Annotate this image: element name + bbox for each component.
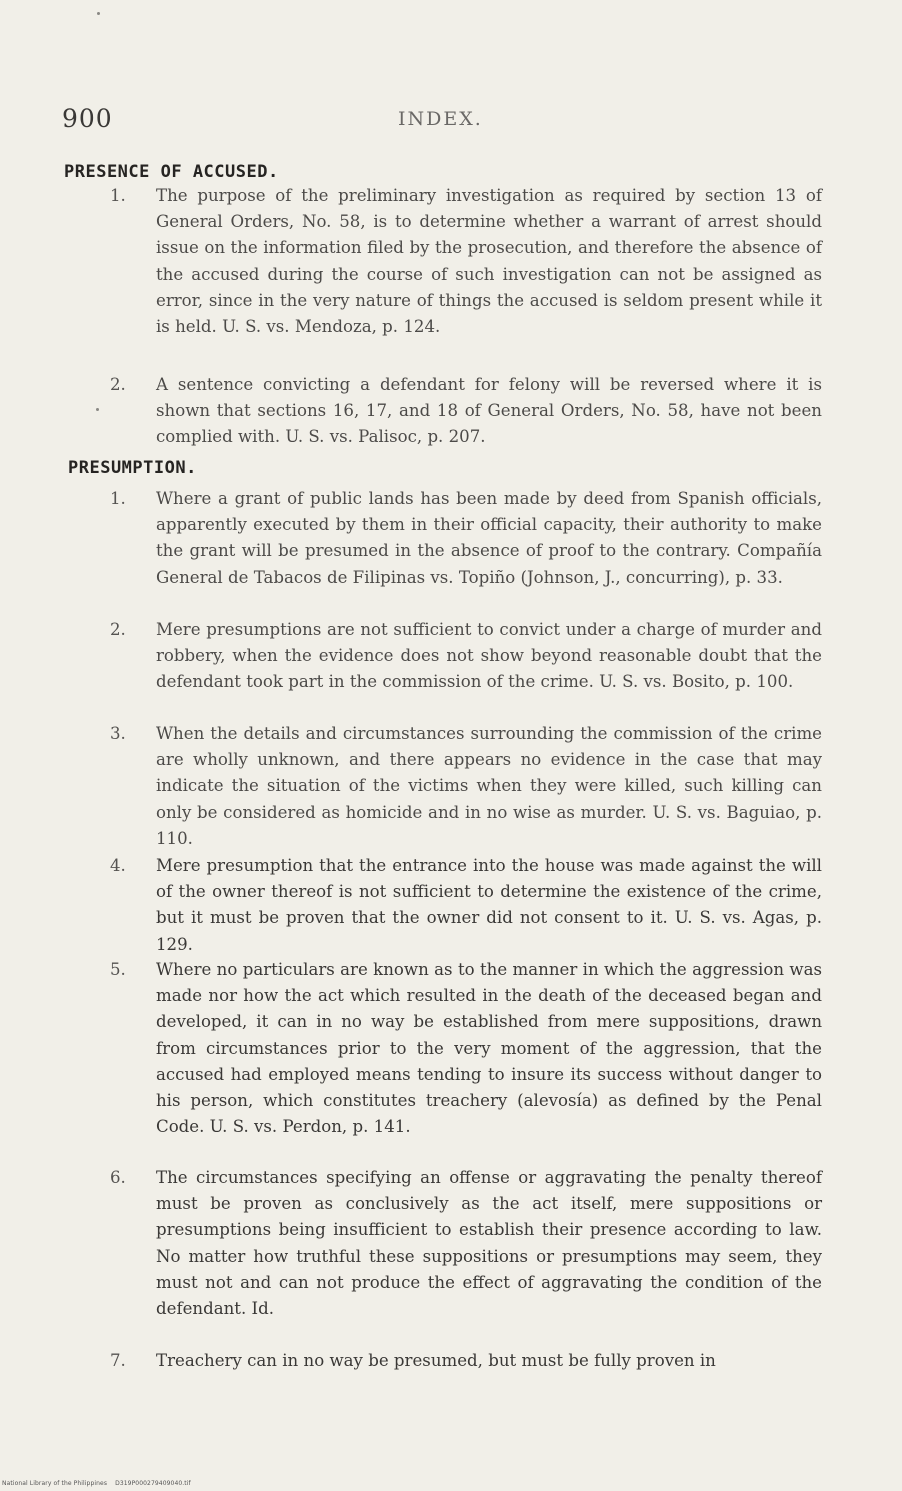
entry-text: A sentence convicting a defendant for felony will be reversed where it is shown that sections 16, 17, and 18 of General Orders, No. 58, have not been complied with. U. S. vs. Palisoc, p. 207. [156,375,822,447]
section-heading-presumption: PRESUMPTION. [68,458,197,478]
entry-number: 1. [110,186,126,205]
footer-code: D319P000279409040.tif [115,1480,191,1487]
entry-text: When the details and circumstances surrounding the commission of the crime are wholly unknown, and there appears no evidence in the case that may indicate the situation of the victims when they were killed, such killing can only be considered as homicide and in no wise as murder. U. S. vs. Baguiao, p. 110. [156,724,822,848]
entry-number: 2. [110,620,126,639]
entry-presumption-3 [110,721,822,852]
entry-text: Treachery can in no way be presumed, but must be fully proven in [156,1351,716,1371]
entry-presence-2 [110,372,822,451]
entry-number: 7. [110,1351,126,1370]
entry-text: Mere presumption that the entrance into the house was made against the will of the owner thereof is not sufficient to determine the existence of the crime, but it must be proven that the owner did not consent to it. U. S. vs. Agas, p. 129. [156,856,822,954]
footer-library: National Library of the Philippines [2,1480,108,1487]
entry-number: 1. [110,489,126,508]
entry-text: The circumstances specifying an offense or aggravating the penalty thereof must be proven as conclusively as the act itself, mere suppositions or presumptions being insufficient to establish their presence according to law. No matter how truthful these suppositions or presumptions may seem, they must not and can not produce the effect of aggravating the condition of the defendant. Id. [156,1168,822,1319]
entry-number: 4. [110,856,126,875]
entry-presumption-6 [110,1165,822,1322]
entry-text: The purpose of the preliminary investigation as required by section 13 of General Orders, No. 58, is to determine whether a warrant of arrest should issue on the information filed by the prosecution, and therefore the absence of the accused during the course of such investigation can not be assigned as error, since in the very nature of things the accused is seldom present while it is held. U. S. vs. Mendoza, p. 124. [156,186,822,337]
page-number: 900 [62,104,113,133]
entry-presumption-5 [110,957,822,1140]
entry-presumption-1 [110,486,822,591]
paper-speck [97,12,100,15]
section-heading-presence-of-accused: PRESENCE OF ACCUSED. [64,162,279,182]
paper-speck [96,408,99,411]
entry-presumption-2 [110,617,822,696]
entry-text: Mere presumptions are not sufficient to convict under a charge of murder and robbery, when the evidence does not show beyond reasonable doubt that the defendant took part in the commission of the crime. U. S. vs. Bosito, p. 100. [156,620,822,692]
entry-text: Where no particulars are known as to the manner in which the aggression was made nor how the act which resulted in the death of the deceased began and developed, it can in no way be established from mere suppositions, drawn from circumstances prior to the very moment of the aggression, that the accused had employed means tending to insure its success without danger to his person, which constitutes treachery (alevosía) as defined by the Penal Code. U. S. vs. Perdon, p. 141. [156,960,822,1137]
entry-presumption-7 [110,1348,822,1374]
running-head: INDEX. [398,108,483,130]
entry-number: 6. [110,1168,126,1187]
entry-number: 2. [110,375,126,394]
entry-presence-1 [110,183,822,340]
entry-text: Where a grant of public lands has been made by deed from Spanish officials, apparently executed by them in their official capacity, their authority to make the grant will be presumed in the absence of proof to the contrary. Compañía General de Tabacos de Filipinas vs. Topiño (Johnson, J., concurring), p. 33. [156,489,822,587]
scan-footer [2,1480,197,1487]
entry-number: 3. [110,724,126,743]
entry-presumption-4 [110,853,822,958]
entry-number: 5. [110,960,126,979]
